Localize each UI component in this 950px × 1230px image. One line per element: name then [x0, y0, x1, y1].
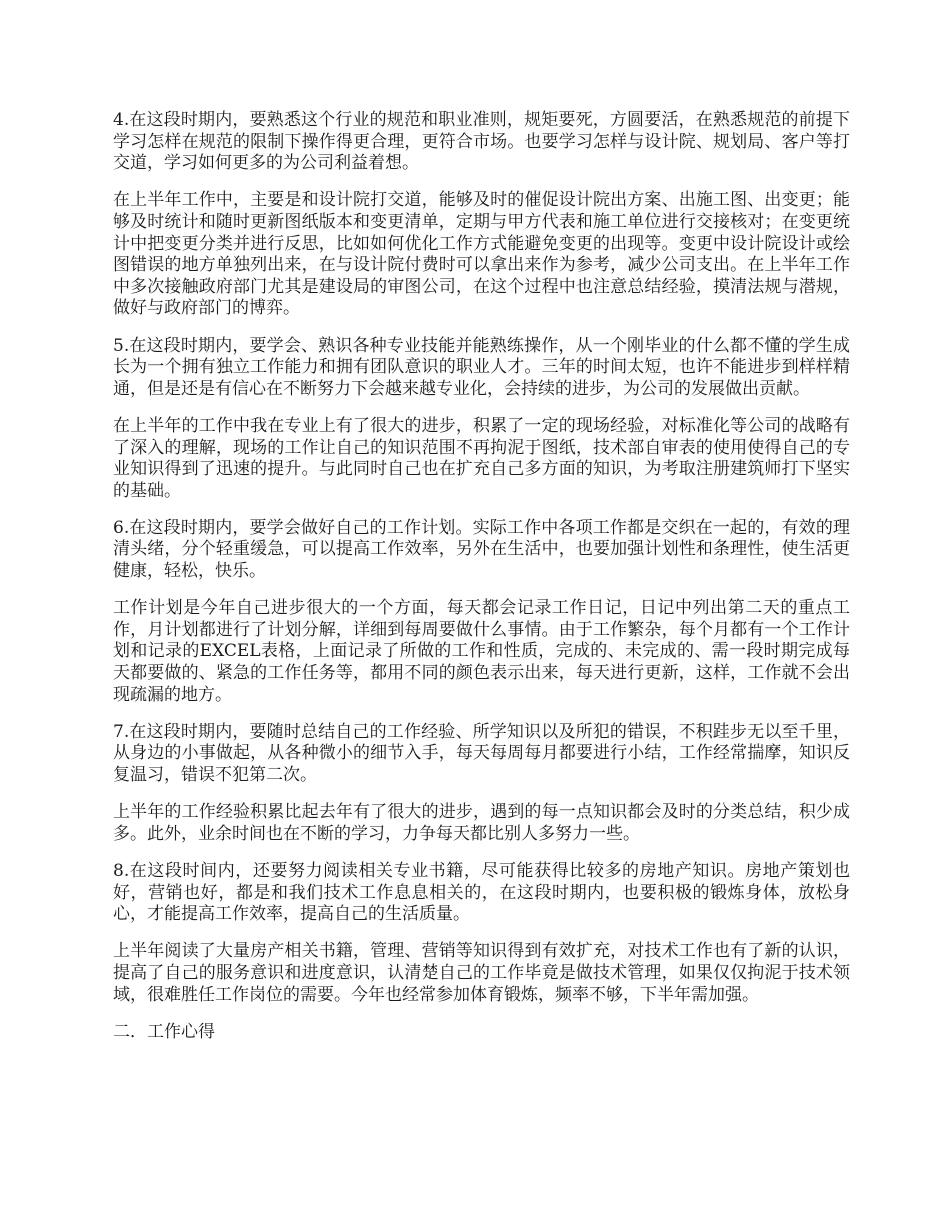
paragraph-item-4: 4.在这段时期内，要熟悉这个行业的规范和职业准则，规矩要死，方圆要活，在熟悉规范的前提下学习怎样在规范的限制下操作得更合理，更符合市场。也要学习怎样与设计院、规划局、客户等打交道，学习如何更多的为公司利益着想。 — [113, 110, 850, 174]
paragraph-item-5: 5.在这段时期内，要学会、熟识各种专业技能并能熟练操作，从一个刚毕业的什么都不懂的学生成长为一个拥有独立工作能力和拥有团队意识的职业人才。三年的时间太短，也许不能进步到样样精通，但是还是有信心在不断努力下会越来越专业化，会持续的进步，为公司的发展做出贡献。 — [113, 335, 850, 399]
section-heading: 二．工作心得 — [113, 1021, 215, 1042]
paragraph-review-reading: 上半年阅读了大量房产相关书籍，管理、营销等知识得到有效扩充，对技术工作也有了新的认识，提高了自己的服务意识和进度意识，认清楚自己的工作毕竟是做技术管理，如果仅仅拘泥于技术领域，很难胜任工作岗位的需要。今年也经常参加体育锻炼，频率不够，下半年需加强。 — [113, 941, 850, 1005]
paragraph-item-6: 6.在这段时期内，要学会做好自己的工作计划。实际工作中各项工作都是交织在一起的，有效的理清头绪，分个轻重缓急，可以提高工作效率，另外在生活中，也要加强计划性和条理性，使生活更健康，轻松，快乐。 — [113, 517, 850, 582]
paragraph-review-design-institute: 在上半年工作中，主要是和设计院打交道，能够及时的催促设计院出方案、出施工图、出变更；能够及时统计和随时更新图纸版本和变更清单，定期与甲方代表和施工单位进行交接核对；在变更统计中把变更分类并进行反思，比如如何优化工作方式能避免变更的出现等。变更中设计院设计或绘图错误的地方单独列出来，在与设计院付费时可以拿出来作为参考，减少公司支出。在上半年工作中多次接触政府部门尤其是建设局的审图公司，在这个过程中也注意总结经验，摸清法规与潜规，做好与政府部门的博弈。 — [113, 190, 850, 319]
paragraph-review-work-plan: 工作计划是今年自己进步很大的一个方面，每天都会记录工作日记，日记中列出第二天的重点工作，月计划都进行了计划分解，详细到每周要做什么事情。由于工作繁杂，每个月都有一个工作计划和记录的EXCEL表格，上面记录了所做的工作和性质，完成的、未完成的、需一段时期完成每天都要做的、紧急的工作任务等，都用不同的颜色表示出来，每天进行更新，这样，工作就不会出现疏漏的地方。 — [113, 598, 850, 705]
document-page — [113, 110, 850, 1043]
paragraph-item-8: 8.在这段时间内，还要努力阅读相关专业书籍，尽可能获得比较多的房地产知识。房地产策划也好，营销也好，都是和我们技术工作息息相关的，在这段时期内，也要积极的锻炼身体，放松身心，才能提高工作效率，提高自己的生活质量。 — [113, 860, 850, 925]
paragraph-review-experience: 上半年的工作经验积累比起去年有了很大的进步，遇到的每一点知识都会及时的分类总结，积少成多。此外，业余时间也在不断的学习，力争每天都比别人多努力一些。 — [113, 802, 850, 844]
paragraph-review-professional-progress: 在上半年的工作中我在专业上有了很大的进步，积累了一定的现场经验，对标准化等公司的战略有了深入的理解，现场的工作让自己的知识范围不再拘泥于图纸，技术部自审表的使用使得自己的专业知识得到了迅速的提升。与此同时自己也在扩充自己多方面的知识，为考取注册建筑师打下坚实的基础。 — [113, 415, 850, 501]
paragraph-item-7: 7.在这段时期内，要随时总结自己的工作经验、所学知识以及所犯的错误，不积跬步无以至千里，从身边的小事做起，从各种微小的细节入手，每天每周每月都要进行小结，工作经常揣摩，知识反复温习，错误不犯第二次。 — [113, 721, 850, 785]
